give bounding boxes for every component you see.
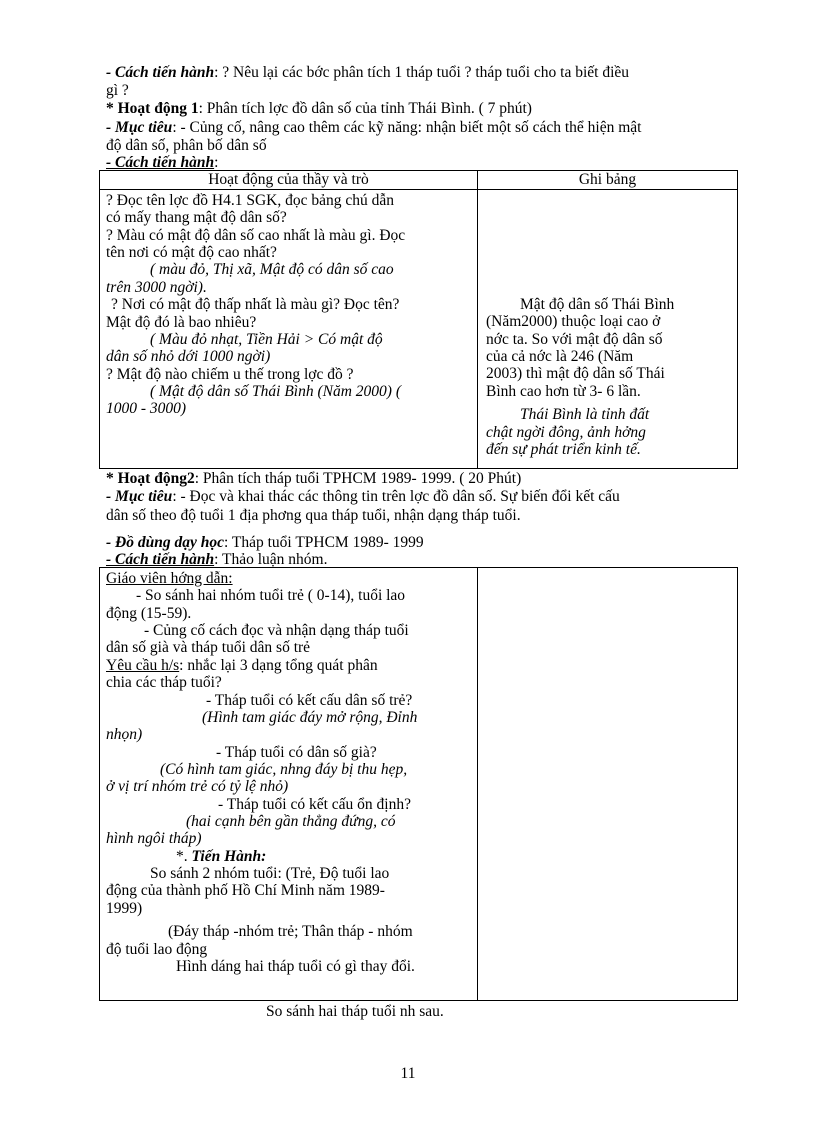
a3b: dân số nhỏ dới 1000 ngời) bbox=[106, 348, 271, 366]
t11-prefix: *. bbox=[176, 847, 188, 865]
activity1-goal-label: - Mục tiêu bbox=[106, 119, 173, 136]
activity1-title-text: : Phân tích lợc đồ dân số của tỉnh Thái Bình. ( 7 phút) bbox=[198, 100, 532, 117]
t7: - Tháp tuổi có dân số già? bbox=[216, 743, 377, 761]
t13: (Đáy tháp -nhóm trẻ; Thân tháp - nhóm bbox=[168, 923, 413, 941]
t6: (Hình tam giác đáy mở rộng, Đỉnh bbox=[202, 708, 418, 726]
t9: - Tháp tuổi có kết cấu ổn định? bbox=[218, 795, 411, 813]
activity2-title-label: * Hoạt động2 bbox=[106, 470, 195, 487]
a2b: trên 3000 ngời). bbox=[106, 278, 207, 296]
caption: So sánh hai tháp tuổi nh sau. bbox=[266, 1003, 444, 1020]
intro-text: : ? Nêu lại các bớc phân tích 1 tháp tuổi ? tháp tuổi cho ta biết điều bbox=[214, 64, 630, 81]
t10b: hình ngôi tháp) bbox=[106, 830, 202, 848]
q2: ? Màu có mật độ dân số cao nhất là màu gì. Đọc bbox=[106, 226, 406, 244]
note-4: của cả nớc là 246 (Năm bbox=[486, 348, 634, 366]
q1: ? Đọc tên lợc đồ H4.1 SGK, đọc bảng chú dẫn bbox=[106, 192, 394, 209]
t3: - Củng cố cách đọc và nhận dạng tháp tuổi bbox=[144, 622, 409, 640]
note-7: Thái Bình là tỉnh đất bbox=[520, 406, 650, 424]
activity2-table bbox=[99, 567, 738, 1001]
intro-line-1 bbox=[106, 64, 756, 81]
a4: ( Mật độ dân số Thái Bình (Năm 2000) ( bbox=[150, 382, 402, 400]
t4 bbox=[106, 657, 471, 674]
t10: (hai cạnh bên gần thẳng đứng, có bbox=[186, 813, 396, 831]
t2b: động (15-59). bbox=[106, 604, 192, 622]
q3b: Mật độ đó là bao nhiêu? bbox=[106, 313, 257, 331]
t4-label: Yêu cầu h/s bbox=[106, 656, 180, 674]
activity2-title-text: : Phân tích tháp tuổi TPHCM 1989- 1999. ( 20 Phút) bbox=[194, 470, 522, 487]
a4b: 1000 - 3000) bbox=[106, 400, 187, 418]
q4: ? Mật độ nào chiếm u thế trong lợc đồ ? bbox=[106, 365, 354, 383]
table2-left-cell bbox=[100, 568, 478, 1001]
intro-line-2: gì ? bbox=[106, 82, 129, 99]
q1b: có mấy thang mật độ dân số? bbox=[106, 209, 287, 227]
t12c: 1999) bbox=[106, 899, 143, 917]
t11-heading: Tiến Hành: bbox=[191, 847, 267, 865]
q2b: tên nơi có mật độ cao nhất? bbox=[106, 244, 277, 262]
t8: (Có hình tam giác, nhng đáy bị thu hẹp, bbox=[160, 760, 408, 778]
activity1-method-label: - Cách tiến hành bbox=[106, 154, 215, 171]
note-2: (Năm2000) thuộc loại cao ở bbox=[486, 313, 661, 331]
table1-left-cell bbox=[100, 190, 478, 469]
activity1-title bbox=[106, 100, 756, 117]
t3b: dân số già và tháp tuổi dân số trẻ bbox=[106, 639, 311, 657]
t13b: độ tuổi lao động bbox=[106, 940, 208, 958]
activity2-title bbox=[106, 470, 756, 487]
note-3: nớc ta. So với mật độ dân số bbox=[486, 330, 663, 348]
t4-text: : nhắc lại 3 dạng tổng quát phân bbox=[179, 656, 378, 674]
t12b: động của thành phố Hồ Chí Minh năm 1989- bbox=[106, 882, 385, 900]
intro-label: - Cách tiến hành bbox=[106, 64, 215, 81]
t4b: chia các tháp tuổi? bbox=[106, 674, 222, 692]
activity2-tools-text: : Tháp tuổi TPHCM 1989- 1999 bbox=[223, 534, 424, 551]
activity1-goal-cont: độ dân số, phân bố dân số bbox=[106, 137, 267, 154]
a3: ( Màu đỏ nhạt, Tiền Hải > Có mật độ bbox=[150, 330, 383, 348]
t14: Hình dáng hai tháp tuổi có gì thay đổi. bbox=[176, 957, 415, 975]
note-6: Bình cao hơn từ 3- 6 lần. bbox=[486, 382, 641, 400]
page-number: 11 bbox=[400, 1065, 416, 1082]
activity2-method-text: : Thảo luận nhóm. bbox=[214, 551, 328, 568]
activity2-goal bbox=[106, 488, 756, 505]
activity2-goal-label: - Mục tiêu bbox=[106, 488, 173, 505]
t6b: nhọn) bbox=[106, 726, 143, 744]
table1-right-cell bbox=[478, 190, 738, 469]
a2: ( màu đỏ, Thị xã, Mật độ có dân số cao bbox=[150, 261, 394, 279]
activity1-title-label: * Hoạt động 1 bbox=[106, 100, 199, 117]
t5: - Tháp tuổi có kết cấu dân số trẻ? bbox=[206, 691, 413, 709]
t1: Giáo viên hớng dẫn: bbox=[106, 570, 233, 587]
q3: ? Nơi có mật độ thấp nhất là màu gì? Đọc tên? bbox=[111, 296, 400, 314]
note-9: đến sự phát triển kinh tế. bbox=[486, 440, 641, 458]
activity2-tools bbox=[106, 534, 756, 551]
activity2-tools-label: - Đồ dùng dạy học bbox=[106, 534, 224, 551]
table1-header-left: Hoạt động của thầy và trò bbox=[100, 171, 478, 190]
activity1-method-text: : bbox=[214, 154, 219, 171]
t12: So sánh 2 nhóm tuổi: (Trẻ, Độ tuổi lao bbox=[150, 865, 390, 883]
note-5: 2003) thì mật độ dân số Thái bbox=[486, 365, 665, 383]
note-1: Mật độ dân số Thái Bình bbox=[520, 296, 675, 313]
activity1-method bbox=[106, 154, 756, 171]
t8b: ở vị trí nhóm trẻ có tỷ lệ nhỏ) bbox=[106, 778, 289, 796]
table1-header-right: Ghi bảng bbox=[478, 171, 738, 190]
activity2-goal-text: : - Đọc và khai thác các thông tin trên lợc đồ dân số. Sự biến đổi kết cấu bbox=[172, 488, 620, 505]
activity2-method bbox=[106, 551, 756, 568]
activity2-method-label: - Cách tiến hành bbox=[106, 551, 215, 568]
t11 bbox=[106, 848, 471, 865]
activity2-goal-cont: dân số theo độ tuổi 1 địa phơng qua tháp tuổi, nhận dạng tháp tuổi. bbox=[106, 507, 521, 524]
note-8: chật ngời đông, ảnh hởng bbox=[486, 423, 646, 441]
t2: - So sánh hai nhóm tuổi trẻ ( 0-14), tuổi lao bbox=[136, 587, 406, 605]
activity1-table bbox=[99, 170, 738, 469]
activity1-goal bbox=[106, 119, 756, 136]
activity1-goal-text: : - Củng cố, nâng cao thêm các kỹ năng: nhận biết một số cách thể hiện mật bbox=[172, 119, 642, 136]
table2-right-cell bbox=[478, 568, 738, 1001]
